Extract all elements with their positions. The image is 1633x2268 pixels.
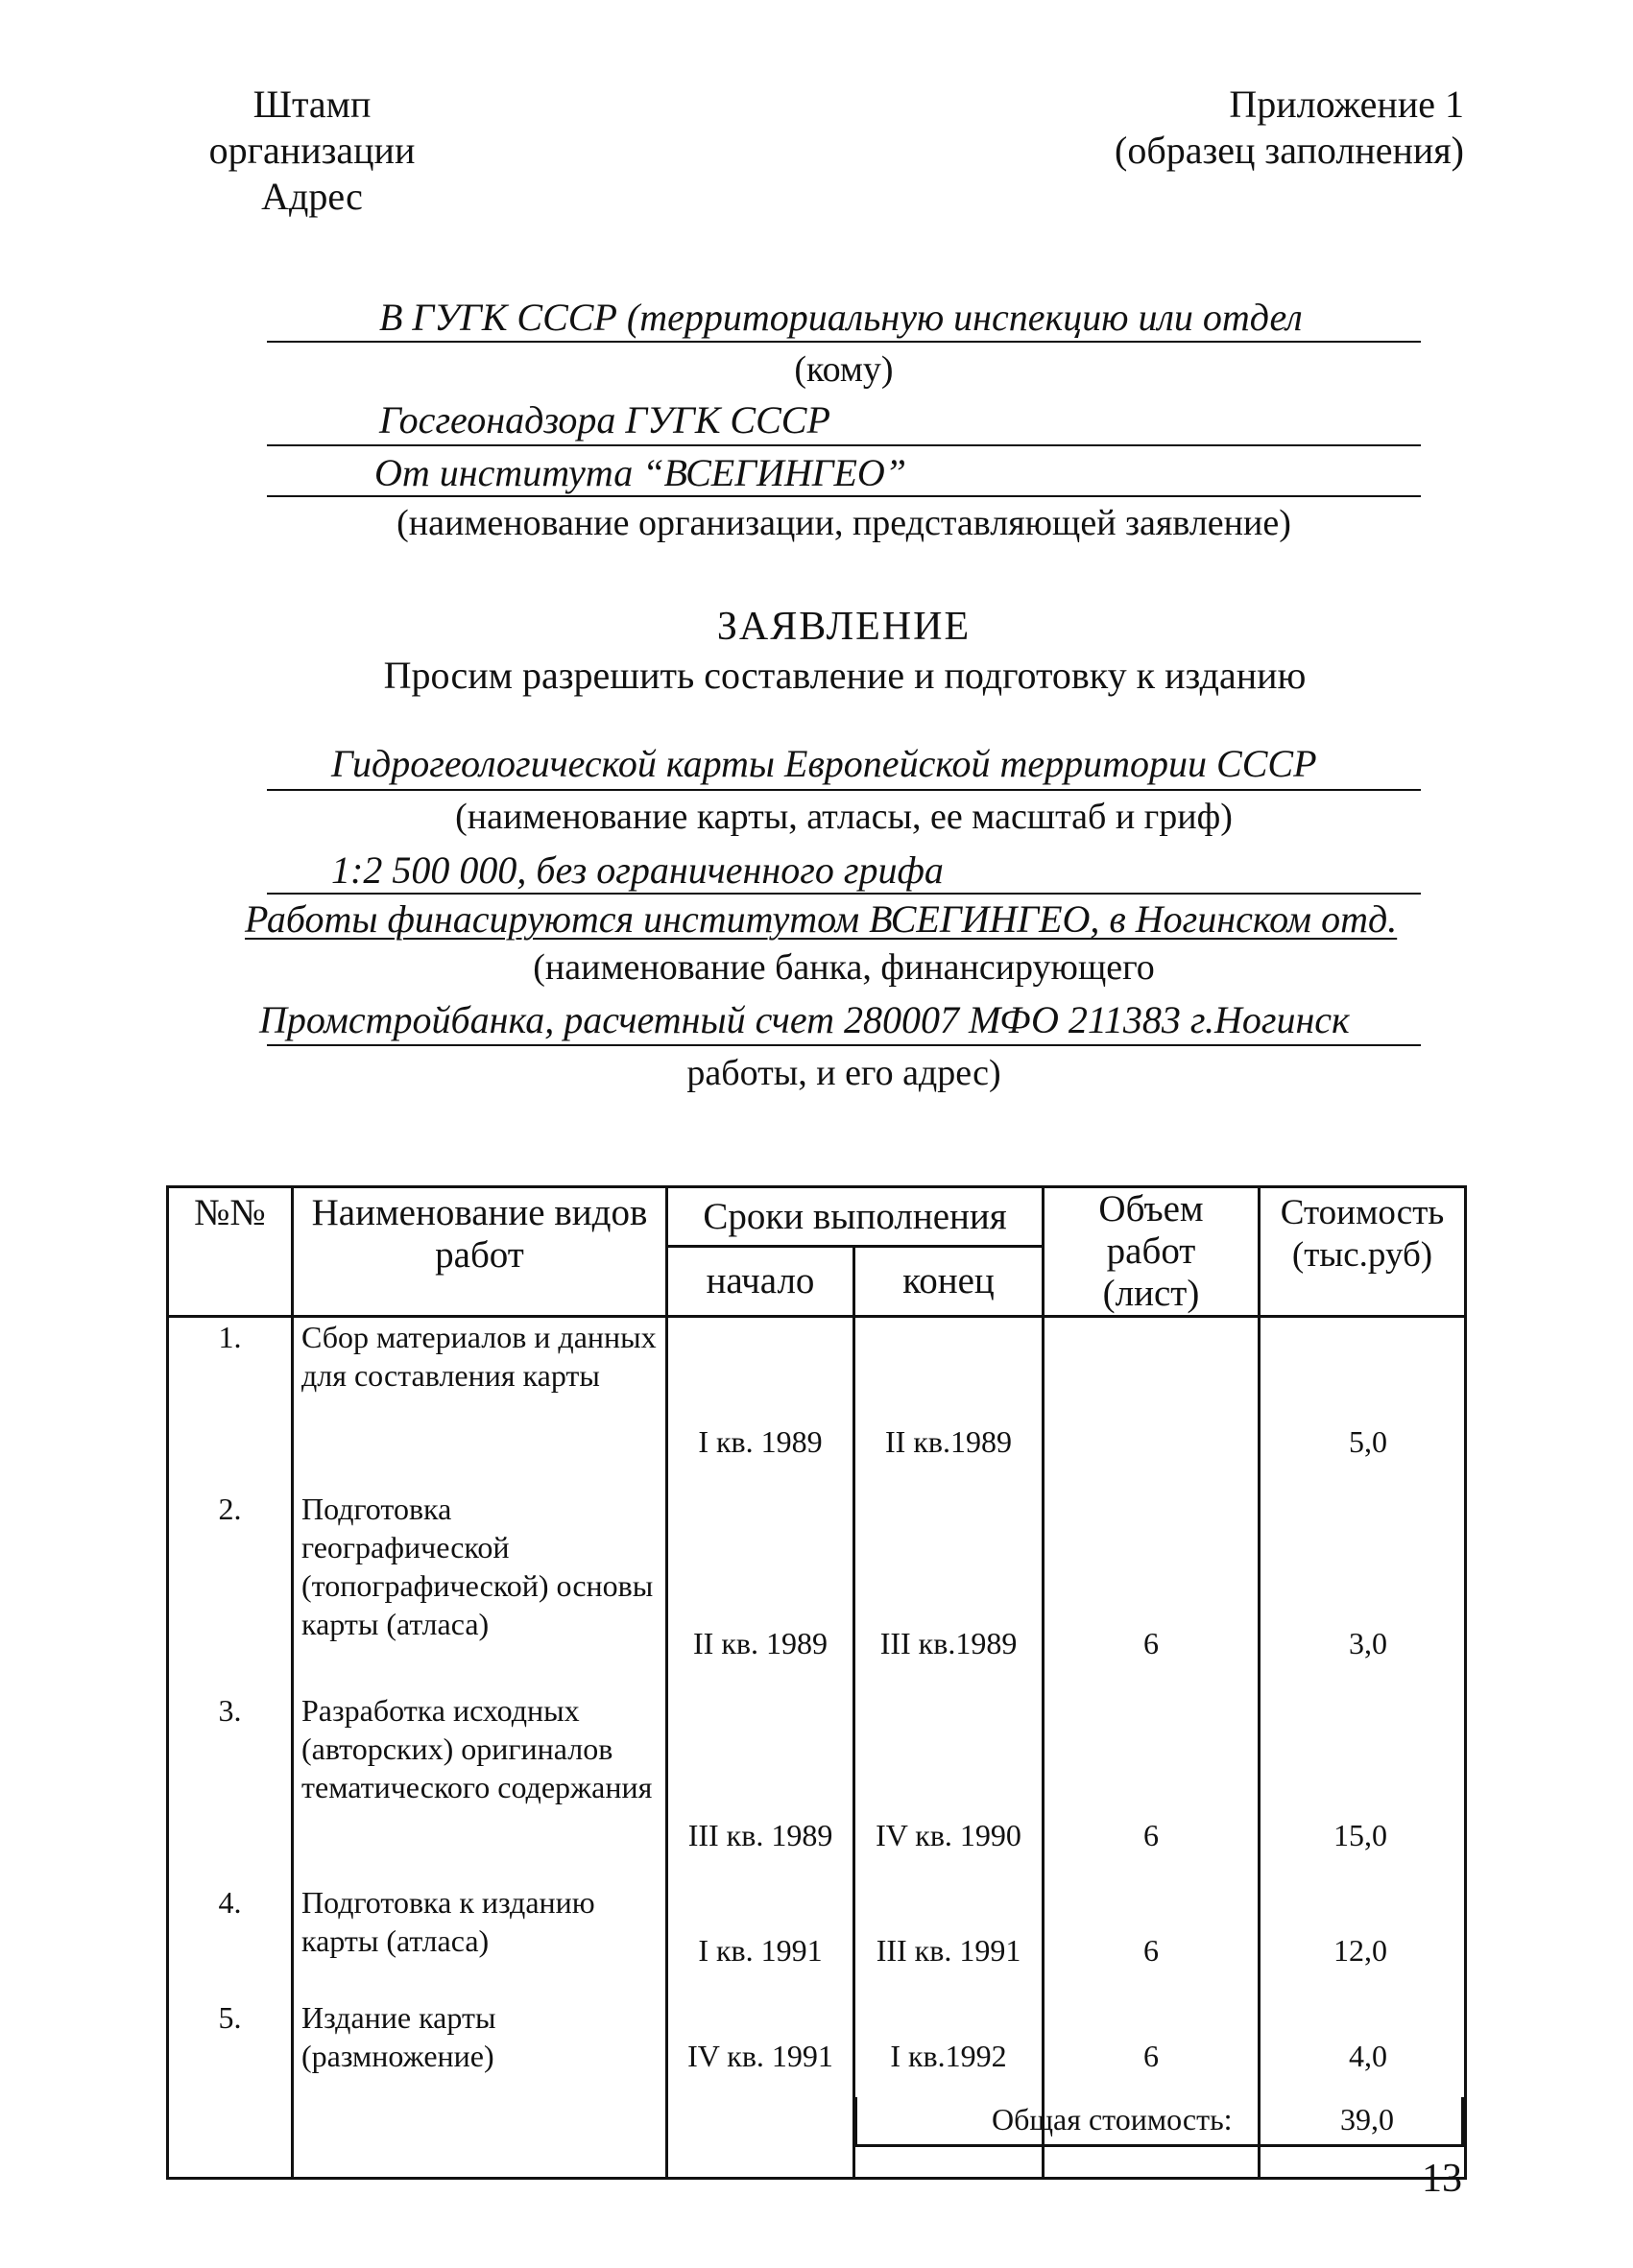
row-cost: 15,0 (1260, 1662, 1466, 1854)
row-num: 1. (168, 1317, 293, 1461)
header-terms: Сроки выполнения (667, 1187, 1044, 1247)
rule-2 (267, 444, 1421, 446)
row-volume (1044, 1317, 1260, 1461)
row-name: Издание карты (размножение) (293, 1970, 667, 2179)
caption-map: (наименование карты, атласы, ее масштаб и гриф) (455, 797, 1233, 837)
stamp-line-2: организации (208, 129, 416, 172)
addressee-line-3: От института “ВСЕГИНГЕО” (374, 451, 907, 494)
caption-bank: (наименование банка, финансирующего (533, 947, 1155, 988)
header-end: конец (854, 1247, 1044, 1317)
statement-title: ЗАЯВЛЕНИЕ (716, 605, 972, 649)
row-start: IV кв. 1991 (667, 1970, 854, 2179)
scale-line: 1:2 500 000, без ограниченного грифа (331, 848, 944, 892)
total-value: 39,0 (1340, 2102, 1394, 2137)
row-start: I кв. 1991 (667, 1854, 854, 1970)
row-volume: 6 (1044, 1970, 1260, 2179)
row-cost: 4,0 (1260, 1970, 1466, 2179)
row-name: Разработка исходных (авторских) оригиналов тематического содержания (293, 1662, 667, 1854)
row-name: Подготовка географической (топографической) основы карты (атласа) (293, 1461, 667, 1662)
row-end: III кв.1989 (854, 1461, 1044, 1662)
appendix-line-1: Приложение 1 (1229, 83, 1464, 126)
table-row (168, 1854, 1466, 1970)
row-end: III кв. 1991 (854, 1854, 1044, 1970)
row-volume: 6 (1044, 1461, 1260, 1662)
appendix-block (960, 82, 1464, 174)
bank-line: Промстройбанка, расчетный счет 280007 МФО 211383 г.Ногинск (259, 998, 1350, 1041)
row-end: IV кв. 1990 (854, 1662, 1044, 1854)
map-name: Гидрогеологической карты Европейской территории СССР (331, 742, 1317, 785)
row-end: II кв.1989 (854, 1317, 1044, 1461)
caption-organization: (наименование организации, представляющей заявление) (396, 503, 1291, 543)
header-volume: Объем работ (лист) (1044, 1187, 1260, 1317)
rule-3 (267, 495, 1421, 497)
table-row (168, 1662, 1466, 1854)
rule-1 (267, 341, 1421, 343)
funding-line: Работы финасируются институтом ВСЕГИНГЕО, в Ногинском отд. (245, 897, 1398, 941)
row-num: 5. (168, 1970, 293, 2179)
row-cost: 3,0 (1260, 1461, 1466, 1662)
row-name: Подготовка к изданию карты (атласа) (293, 1854, 667, 1970)
works-table (166, 1185, 1467, 2180)
row-num: 2. (168, 1461, 293, 1662)
table-row (168, 1317, 1466, 1461)
addressee-line-2: Госгеонадзора ГУГК СССР (379, 398, 830, 442)
total-label: Общая стоимость: (992, 2102, 1233, 2137)
appendix-line-2: (образец заполнения) (1115, 129, 1464, 172)
row-volume: 6 (1044, 1662, 1260, 1854)
row-num: 4. (168, 1854, 293, 1970)
table-row (168, 1461, 1466, 1662)
stamp-line-1: Штамп (252, 83, 372, 126)
row-cost: 5,0 (1260, 1317, 1466, 1461)
row-num: 3. (168, 1662, 293, 1854)
stamp-block (173, 82, 451, 220)
row-cost: 12,0 (1260, 1854, 1466, 1970)
row-name: Сбор материалов и данных для составления карты (293, 1317, 667, 1461)
statement-request: Просим разрешить составление и подготовку к изданию (383, 654, 1307, 697)
header-start: начало (667, 1247, 854, 1317)
total-row (854, 2097, 1464, 2147)
addressee-line-1: В ГУГК СССР (территориальную инспекцию или отдел (379, 296, 1303, 339)
rule-6 (267, 1044, 1421, 1046)
caption-to-whom: (кому) (794, 349, 894, 390)
row-start: II кв. 1989 (667, 1461, 854, 1662)
row-start: III кв. 1989 (667, 1662, 854, 1854)
page-number: 13 (1422, 2157, 1462, 2201)
rule-5 (267, 893, 1421, 895)
caption-bank-2: работы, и его адрес) (686, 1053, 1001, 1093)
rule-4 (267, 789, 1421, 791)
header-name: Наименование видов работ (293, 1187, 667, 1317)
header-num: №№ (168, 1187, 293, 1317)
row-volume: 6 (1044, 1854, 1260, 1970)
stamp-line-3: Адрес (261, 175, 363, 218)
row-end: I кв.1992 (854, 1970, 1044, 2179)
row-start: I кв. 1989 (667, 1317, 854, 1461)
header-cost: Стоимость (тыс.руб) (1260, 1187, 1466, 1317)
